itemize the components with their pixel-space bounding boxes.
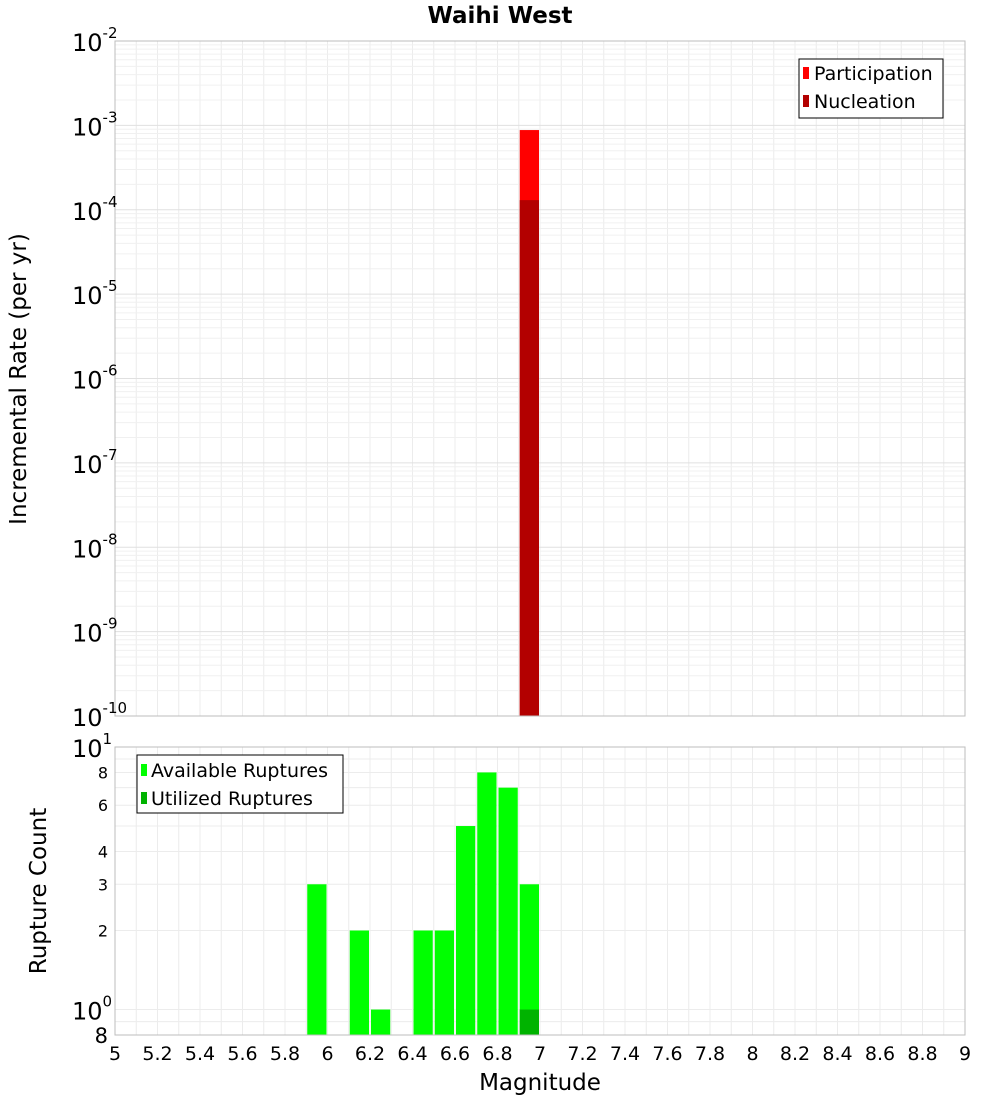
x-tick-label: 7.6	[652, 1043, 683, 1065]
top-grid	[115, 41, 965, 716]
legend-swatch-nucleation	[803, 95, 809, 107]
legend-swatch-utilized-ruptures	[141, 792, 147, 804]
legend-label-available-ruptures: Available Ruptures	[151, 760, 328, 782]
x-axis-label: Magnitude	[479, 1070, 601, 1096]
bottom-y-minor-tick-label: 4	[97, 842, 108, 862]
top-y-tick-label: $10^{-3}$	[72, 108, 118, 142]
x-tick-label: 8	[746, 1043, 759, 1065]
bottom-y-minor-tick-label: 2	[97, 921, 108, 941]
bottom-bar-utilized-ruptures	[520, 1010, 539, 1035]
top-y-tick-label: $10^{-2}$	[72, 24, 118, 57]
x-tick-label: 5.4	[184, 1043, 216, 1065]
top-bar-nucleation	[520, 200, 539, 716]
bottom-bar-available-ruptures	[371, 1010, 390, 1035]
legend-label-utilized-ruptures: Utilized Ruptures	[151, 788, 313, 810]
bottom-bar-available-ruptures	[456, 826, 475, 1035]
x-tick-label: 7.8	[694, 1043, 726, 1065]
x-tick-label: 6	[321, 1043, 334, 1065]
x-tick-label: 6.6	[439, 1043, 471, 1065]
bottom-y-minor-tick-label: 6	[97, 796, 108, 816]
bottom-legend	[137, 755, 343, 813]
top-y-tick-label: $10^{-9}$	[72, 614, 118, 648]
x-tick-label: 6.8	[482, 1043, 513, 1065]
legend-label-nucleation: Nucleation	[814, 91, 916, 113]
x-tick-label: 5	[108, 1043, 122, 1065]
legend-label-participation: Participation	[814, 63, 933, 85]
top-y-tick-label: $10^{-4}$	[72, 192, 118, 226]
top-y-tick-label: $10^{-6}$	[72, 361, 118, 395]
top-y-tick-label: $10^{-5}$	[72, 277, 118, 311]
x-tick-label: 8.6	[864, 1043, 896, 1065]
bottom-plot	[26, 730, 971, 1096]
bottom-y-minor-tick-label: 8	[94, 1024, 108, 1048]
top-y-tick-label: $10^{-10}$	[72, 699, 128, 732]
top-bars	[520, 130, 539, 716]
bottom-y-axis-label: Rupture Count	[26, 807, 52, 975]
bottom-y-minor-tick-label: 3	[97, 875, 108, 895]
x-tick-labels	[109, 1043, 971, 1065]
x-tick-label: 8.4	[822, 1043, 853, 1065]
x-tick-label: 6.2	[354, 1043, 386, 1065]
x-tick-label: 8.8	[907, 1043, 938, 1065]
x-tick-label: 6.4	[397, 1043, 428, 1065]
bottom-bar-available-ruptures	[435, 931, 454, 1035]
x-tick-label: 7.2	[567, 1043, 598, 1065]
bottom-bar-available-ruptures	[499, 788, 518, 1035]
bottom-bar-available-ruptures	[350, 931, 369, 1035]
bottom-y-tick-labels	[72, 730, 112, 1048]
x-tick-label: 5.2	[142, 1043, 173, 1065]
x-tick-label: 7.4	[609, 1043, 641, 1065]
chart-title: Waihi West	[427, 3, 573, 29]
legend-swatch-participation	[803, 67, 809, 79]
bottom-bar-available-ruptures	[307, 884, 326, 1035]
x-tick-label: 9	[958, 1043, 972, 1065]
legend-swatch-available-ruptures	[141, 764, 147, 776]
top-plot	[6, 24, 965, 732]
top-y-tick-label: $10^{-7}$	[72, 445, 118, 479]
bottom-y-tick-label: $10^0$	[72, 992, 113, 1026]
top-legend	[799, 59, 943, 118]
bottom-bar-available-ruptures	[477, 772, 496, 1035]
x-tick-label: 8.2	[779, 1043, 811, 1065]
top-y-axis-label: Incremental Rate (per yr)	[6, 233, 32, 525]
bottom-y-minor-tick-label: 8	[97, 763, 108, 783]
bottom-bar-available-ruptures	[414, 931, 433, 1035]
x-tick-label: 7	[533, 1043, 547, 1065]
top-y-tick-label: $10^{-8}$	[72, 530, 118, 564]
x-tick-label: 5.8	[269, 1043, 301, 1065]
bottom-y-tick-label: $10^1$	[72, 730, 113, 763]
x-tick-label: 5.6	[227, 1043, 258, 1065]
